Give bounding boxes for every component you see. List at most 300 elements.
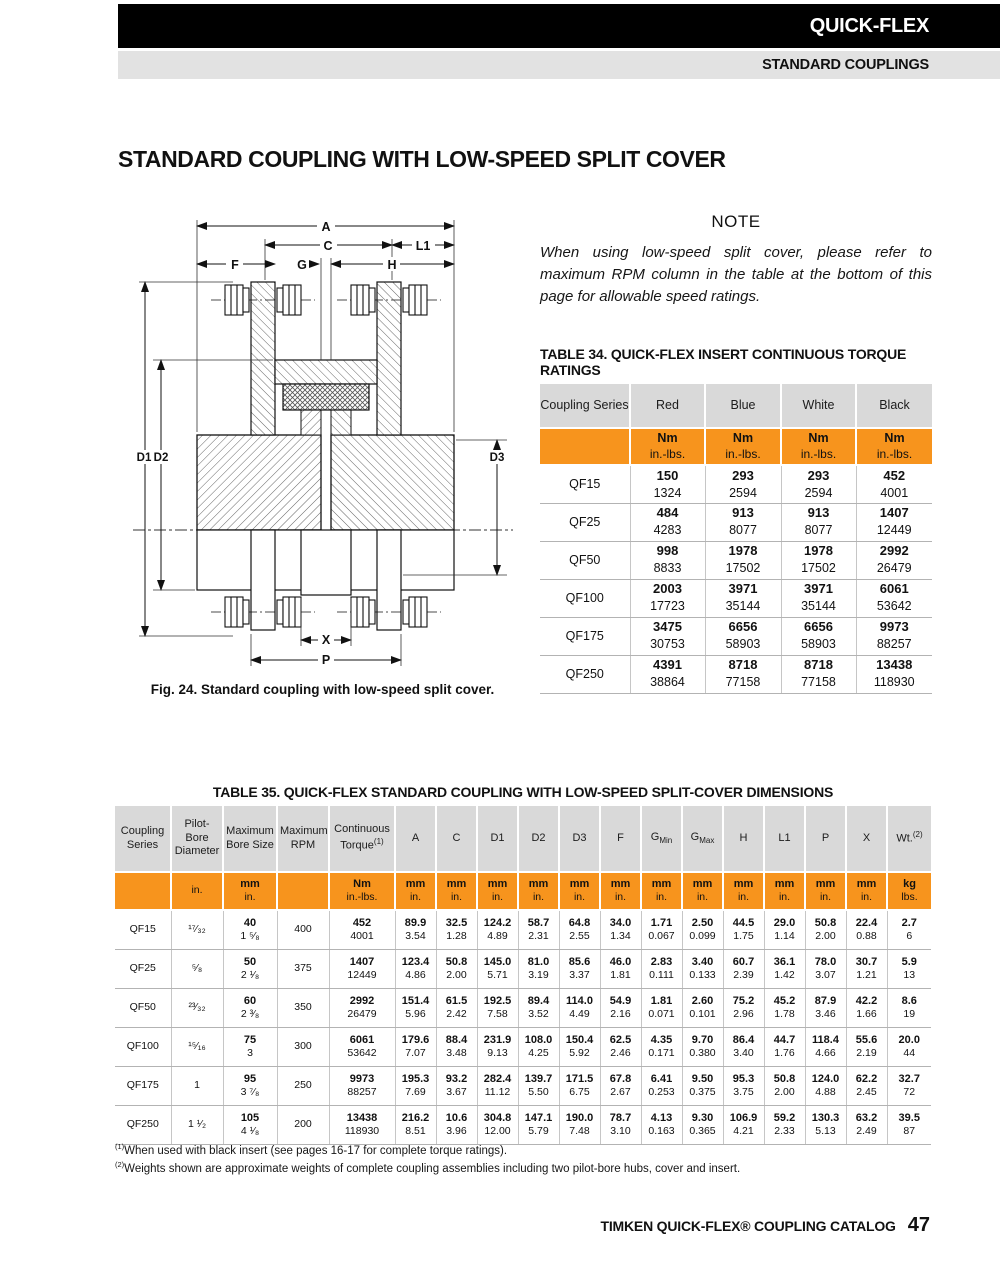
value-imperial: 5.79 [528, 1124, 549, 1137]
value-metric: 1407 [879, 505, 909, 521]
value-metric: Nm [657, 431, 678, 446]
value-metric: 6061 [879, 581, 909, 597]
value-metric: 45.2 [773, 994, 796, 1007]
value-metric: 81.0 [527, 955, 550, 968]
table-row [540, 503, 932, 541]
column-header [723, 806, 764, 872]
value-imperial: 35144 [801, 599, 836, 614]
value-metric: 231.9 [483, 1033, 512, 1046]
table-cell [723, 988, 764, 1027]
value-metric: 59.2 [773, 1111, 796, 1124]
table-row [115, 1027, 931, 1066]
table-cell [805, 988, 846, 1027]
value-imperial: 3.10 [610, 1124, 631, 1137]
dim-label-d2: D2 [153, 452, 169, 464]
column-header-label: X [862, 831, 871, 844]
value-imperial: 7.07 [405, 1046, 426, 1059]
series-cell: QF100 [540, 579, 630, 617]
value-imperial: 0.099 [689, 930, 716, 943]
value-imperial: in.-lbs. [800, 446, 837, 461]
footer-text: TIMKEN QUICK-FLEX® COUPLING CATALOG [600, 1218, 896, 1234]
units-cell [395, 872, 436, 910]
value-metric: 67.8 [609, 1072, 632, 1085]
value-imperial: 4283 [653, 523, 682, 538]
value-metric: 2992 [879, 543, 909, 559]
table-cell [600, 1066, 641, 1105]
value-imperial: 2.00 [446, 968, 467, 981]
column-header [600, 806, 641, 872]
column-header-label: D1 [490, 831, 505, 844]
value-metric: mm [815, 877, 836, 890]
value-metric: 151.4 [401, 994, 430, 1007]
column-header: White [781, 384, 856, 428]
value-metric: 95.3 [732, 1072, 755, 1085]
value-imperial: 4.66 [815, 1046, 836, 1059]
value-metric: 192.5 [483, 994, 512, 1007]
value-imperial: 4.89 [487, 930, 508, 943]
table-cell [329, 1066, 395, 1105]
table-cell [705, 655, 781, 693]
table-row [115, 949, 931, 988]
table-cell [682, 910, 723, 949]
value-imperial: 3.67 [446, 1085, 467, 1098]
footnote: $^{(2)}$Weights shown are approximate weights of complete coupling assemblies including two pilot-bore hubs, cover and insert. [115, 1159, 741, 1175]
value-imperial: 3.07 [815, 968, 836, 981]
table-cell [682, 1066, 723, 1105]
value-imperial: 1.14 [774, 930, 795, 943]
value-imperial: 0.365 [689, 1124, 716, 1137]
value-metric: 6.41 [650, 1072, 673, 1085]
value-metric: 3971 [728, 581, 758, 597]
value-imperial: 38864 [650, 675, 685, 690]
table-row [540, 579, 932, 617]
value-imperial: 2.42 [446, 1007, 467, 1020]
value-imperial: 8833 [653, 561, 682, 576]
table-cell [600, 1027, 641, 1066]
table-cell [856, 655, 932, 693]
value-imperial: 8077 [804, 523, 833, 538]
value-imperial: 58903 [801, 637, 836, 652]
value-metric: 50.8 [773, 1072, 796, 1085]
table-cell: ⁵⁄₈ [171, 949, 223, 988]
table-cell [846, 1066, 887, 1105]
value-metric: mm [692, 877, 713, 890]
value-metric: 6656 [728, 619, 758, 635]
table-cell [223, 949, 277, 988]
value-metric: 3475 [653, 619, 682, 635]
value-imperial: 7.69 [405, 1085, 426, 1098]
value-metric: mm [856, 877, 877, 890]
value-imperial: 2.00 [815, 930, 836, 943]
units-cell [764, 872, 805, 910]
table-cell [887, 949, 931, 988]
value-imperial: 7.58 [487, 1007, 508, 1020]
value-metric: 22.4 [855, 916, 878, 929]
value-imperial: in.-lbs. [649, 446, 686, 461]
value-imperial: 2.19 [856, 1046, 877, 1059]
footnote: $^{(1)}$When used with black insert (see pages 16-17 for complete torque ratings). [115, 1142, 508, 1157]
table-row [540, 541, 932, 579]
value-imperial: in. [614, 891, 627, 904]
value-metric: 10.6 [445, 1111, 468, 1124]
table-cell [781, 541, 856, 579]
table-cell [329, 988, 395, 1027]
value-imperial: in. [737, 891, 750, 904]
value-imperial: in. [491, 891, 504, 904]
value-metric: 114.0 [566, 994, 593, 1007]
column-header: Blue [705, 384, 781, 428]
value-metric: 40 [243, 916, 257, 929]
value-metric: 29.0 [773, 916, 796, 929]
right-hub-tooth [331, 410, 351, 435]
table-cell [436, 949, 477, 988]
column-header-label: D3 [572, 831, 587, 844]
table-cell [395, 949, 436, 988]
value-metric: 44.5 [732, 916, 755, 929]
table-cell [805, 910, 846, 949]
value-metric: 304.8 [483, 1111, 512, 1124]
value-metric: 145.0 [483, 955, 512, 968]
table-cell [477, 910, 518, 949]
table-cell [805, 949, 846, 988]
value-imperial: 0.375 [689, 1085, 716, 1098]
value-imperial: 2 ³⁄₈ [240, 1007, 260, 1020]
value-imperial: 4001 [880, 485, 909, 500]
value-metric: 8718 [728, 657, 758, 673]
table-cell [518, 1066, 559, 1105]
value-imperial: 5.92 [569, 1046, 590, 1059]
column-header-label: Maximum RPM [280, 824, 328, 851]
value-imperial: 17502 [801, 561, 836, 576]
value-imperial: 17723 [650, 599, 685, 614]
value-metric: 150 [656, 467, 679, 483]
value-metric: mm [733, 877, 754, 890]
value-metric: 8.6 [901, 994, 917, 1007]
value-imperial: 0.88 [856, 930, 877, 943]
table-cell [856, 503, 932, 541]
value-imperial: 3.54 [405, 930, 426, 943]
column-header [115, 806, 171, 872]
table-cell: 250 [277, 1066, 329, 1105]
table-cell [682, 949, 723, 988]
value-imperial: 2.39 [733, 968, 754, 981]
table-cell [764, 910, 805, 949]
table-cell [856, 617, 932, 655]
value-metric: 6656 [804, 619, 833, 635]
table-cell [395, 988, 436, 1027]
value-metric: 75.2 [732, 994, 755, 1007]
coupling-diagram [115, 200, 530, 670]
table-cell: 1 [171, 1066, 223, 1105]
table-cell [705, 579, 781, 617]
value-metric: mm [487, 877, 508, 890]
table-cell [846, 910, 887, 949]
value-imperial: 4.49 [569, 1007, 590, 1020]
table-cell [559, 1105, 600, 1144]
section-title: STANDARD COUPLINGS [762, 57, 929, 73]
units-cell [641, 872, 682, 910]
value-imperial: 11.12 [484, 1085, 511, 1098]
series-cell: QF100 [115, 1027, 171, 1066]
brand-title: QUICK-FLEX [809, 14, 929, 37]
table-cell [223, 1066, 277, 1105]
table-cell [856, 541, 932, 579]
table-cell [223, 1105, 277, 1144]
dim-label-a: A [321, 220, 331, 234]
value-imperial: 1.21 [856, 968, 877, 981]
value-metric: 4.35 [650, 1033, 673, 1046]
table-cell: 300 [277, 1027, 329, 1066]
table-row [540, 655, 932, 693]
table-cell [630, 655, 705, 693]
table-cell [705, 541, 781, 579]
value-metric: 60.7 [732, 955, 755, 968]
value-imperial: 3.52 [528, 1007, 549, 1020]
value-imperial: 1.66 [856, 1007, 877, 1020]
value-imperial: in. [244, 891, 256, 904]
table-row [115, 1105, 931, 1144]
value-metric: Nm [884, 431, 905, 446]
table-row [115, 910, 931, 949]
value-imperial: 5.13 [815, 1124, 836, 1137]
units-cell [540, 428, 630, 465]
left-hub-section [197, 435, 321, 530]
table-cell [682, 1105, 723, 1144]
series-cell: QF175 [115, 1066, 171, 1105]
value-imperial: 53642 [347, 1046, 377, 1059]
table-cell [436, 1027, 477, 1066]
value-imperial: 2.16 [610, 1007, 631, 1020]
value-metric: 9973 [349, 1072, 375, 1085]
table-cell [723, 1027, 764, 1066]
value-metric: mm [446, 877, 467, 890]
table-cell [223, 1027, 277, 1066]
value-metric: mm [405, 877, 426, 890]
value-metric: 147.1 [524, 1111, 553, 1124]
value-metric: 293 [732, 467, 754, 483]
value-imperial: 77158 [725, 675, 761, 690]
column-header-label: Maximum Bore Size [226, 824, 274, 851]
table34-grid [540, 384, 932, 694]
value-imperial: 0.111 [649, 968, 674, 981]
value-metric: 293 [807, 467, 830, 483]
table-cell [559, 1066, 600, 1105]
value-metric: 13438 [876, 657, 913, 673]
table-cell [329, 910, 395, 949]
value-metric: 139.7 [524, 1072, 553, 1085]
value-imperial: 1 ⁵⁄₈ [240, 930, 260, 943]
units-cell [277, 872, 329, 910]
value-metric: 88.4 [445, 1033, 468, 1046]
value-metric: 190.0 [565, 1111, 594, 1124]
table-cell [887, 1105, 931, 1144]
value-metric: 3.40 [691, 955, 714, 968]
units-cell [171, 872, 223, 910]
value-metric: 9.50 [691, 1072, 714, 1085]
table-cell [641, 988, 682, 1027]
dim-label-d1: D1 [136, 452, 152, 464]
section-bar [118, 51, 1000, 79]
units-cell [329, 872, 395, 910]
insert-section [283, 384, 369, 410]
value-metric: 93.2 [445, 1072, 468, 1085]
table-cell [518, 1027, 559, 1066]
value-metric: mm [240, 877, 260, 890]
table-cell [600, 949, 641, 988]
table-cell [705, 465, 781, 503]
table-cell [329, 1105, 395, 1144]
value-imperial: 12.00 [484, 1124, 511, 1137]
page-number: 47 [907, 1214, 930, 1236]
units-cell [600, 872, 641, 910]
units-cell [856, 428, 932, 465]
column-header: Wt.$^{(2)}$ [887, 806, 931, 872]
column-header-label: P [821, 831, 830, 844]
value-imperial: 5.50 [528, 1085, 549, 1098]
value-metric: 1.81 [650, 994, 673, 1007]
value-imperial: 2.45 [856, 1085, 877, 1098]
value-imperial: 26479 [347, 1007, 377, 1020]
value-metric: 44.7 [773, 1033, 796, 1046]
value-metric: 75 [243, 1033, 257, 1046]
value-imperial: 4001 [350, 930, 374, 943]
table-cell [764, 1066, 805, 1105]
value-imperial: 4 ¹⁄₈ [240, 1124, 260, 1137]
value-imperial: 2.49 [856, 1124, 877, 1137]
value-imperial: 1.34 [610, 930, 631, 943]
value-metric: 124.0 [811, 1072, 840, 1085]
table-row [115, 988, 931, 1027]
cover-leg-right-lower [377, 530, 401, 630]
value-imperial: in. [191, 884, 203, 897]
table-cell: 400 [277, 910, 329, 949]
units-cell [723, 872, 764, 910]
value-metric: 130.3 [811, 1111, 840, 1124]
table-cell [887, 1027, 931, 1066]
value-metric: 50 [243, 955, 257, 968]
value-imperial: 1.78 [774, 1007, 795, 1020]
value-metric: mm [569, 877, 590, 890]
value-metric: Nm [732, 431, 754, 446]
value-metric: 216.2 [401, 1111, 430, 1124]
column-header-label: G [650, 830, 660, 843]
value-metric: 54.9 [609, 994, 632, 1007]
value-imperial: 72 [903, 1085, 916, 1098]
value-imperial: 5.96 [405, 1007, 426, 1020]
value-metric: 998 [656, 543, 679, 559]
table-cell [477, 949, 518, 988]
value-metric: 89.4 [527, 994, 550, 1007]
value-imperial: in. [819, 891, 832, 904]
value-imperial: 2594 [804, 485, 833, 500]
value-metric: 13438 [346, 1111, 378, 1124]
table-cell [781, 655, 856, 693]
units-cell [887, 872, 931, 910]
value-metric: 78.7 [609, 1111, 632, 1124]
value-metric: 452 [352, 916, 372, 929]
table-cell [641, 1105, 682, 1144]
column-header-label: D2 [531, 831, 546, 844]
table-cell: ²³⁄₃₂ [171, 988, 223, 1027]
column-header-label: A [411, 831, 420, 844]
table-cell [436, 910, 477, 949]
table-cell [764, 1105, 805, 1144]
units-cell [705, 428, 781, 465]
value-imperial: in.-lbs. [876, 446, 913, 461]
value-imperial: 53642 [876, 599, 912, 614]
value-imperial: in. [409, 891, 422, 904]
table-cell [630, 465, 705, 503]
column-header: Black [856, 384, 932, 428]
table-cell: ¹⁷⁄₃₂ [171, 910, 223, 949]
table-cell [329, 1027, 395, 1066]
value-metric: 6061 [349, 1033, 375, 1046]
note-body: When using low-speed split cover, please refer to maximum RPM column in the table at the bottom of this page for allowable speed ratings. [540, 244, 932, 306]
series-cell: QF250 [115, 1105, 171, 1144]
column-header-label: G [690, 830, 700, 843]
column-header-label: L1 [778, 831, 791, 844]
value-metric: 150.4 [565, 1033, 594, 1046]
dim-label-x: X [321, 633, 331, 647]
table-cell [600, 910, 641, 949]
table-cell [600, 988, 641, 1027]
table-cell [395, 1066, 436, 1105]
value-imperial: 4.86 [405, 968, 426, 981]
value-imperial: 3.40 [733, 1046, 754, 1059]
value-metric: 1407 [349, 955, 375, 968]
table34 [540, 346, 932, 694]
column-header: Red [630, 384, 705, 428]
value-imperial: 1324 [653, 485, 682, 500]
value-imperial: in. [778, 891, 791, 904]
value-imperial: 0.163 [648, 1124, 675, 1137]
value-metric: 124.2 [483, 916, 512, 929]
value-imperial: 2.46 [610, 1046, 631, 1059]
column-header [171, 806, 223, 872]
value-metric: 195.3 [401, 1072, 430, 1085]
value-metric: 32.7 [898, 1072, 920, 1085]
table-cell [781, 617, 856, 655]
value-imperial: 0.171 [648, 1046, 675, 1059]
value-metric: 85.6 [568, 955, 591, 968]
value-metric: 42.2 [855, 994, 878, 1007]
value-metric: 179.6 [401, 1033, 430, 1046]
table-cell [477, 1066, 518, 1105]
table-cell [682, 988, 723, 1027]
dim-label-d3: D3 [489, 452, 505, 464]
table34-title: TABLE 34. QUICK-FLEX INSERT CONTINUOUS TORQUE RATINGS [540, 346, 907, 378]
value-metric: 452 [883, 467, 906, 483]
table-cell [559, 910, 600, 949]
value-imperial: in. [860, 891, 873, 904]
value-imperial: 3.19 [528, 968, 549, 981]
value-imperial: 2.33 [774, 1124, 795, 1137]
value-metric: 50.8 [445, 955, 468, 968]
value-imperial: 8077 [729, 523, 757, 538]
value-imperial: in. [655, 891, 668, 904]
table-cell: 1 ¹⁄₂ [171, 1105, 223, 1144]
units-cell [846, 872, 887, 910]
table-cell: 350 [277, 988, 329, 1027]
value-imperial: 3.37 [569, 968, 590, 981]
value-metric: 2992 [349, 994, 375, 1007]
table-cell [887, 1066, 931, 1105]
value-metric: mm [610, 877, 631, 890]
column-header: Coupling Series [540, 384, 630, 428]
value-metric: 4391 [653, 657, 682, 673]
cover-leg-right [377, 282, 401, 435]
value-imperial: 3 ⁷⁄₈ [240, 1085, 260, 1098]
